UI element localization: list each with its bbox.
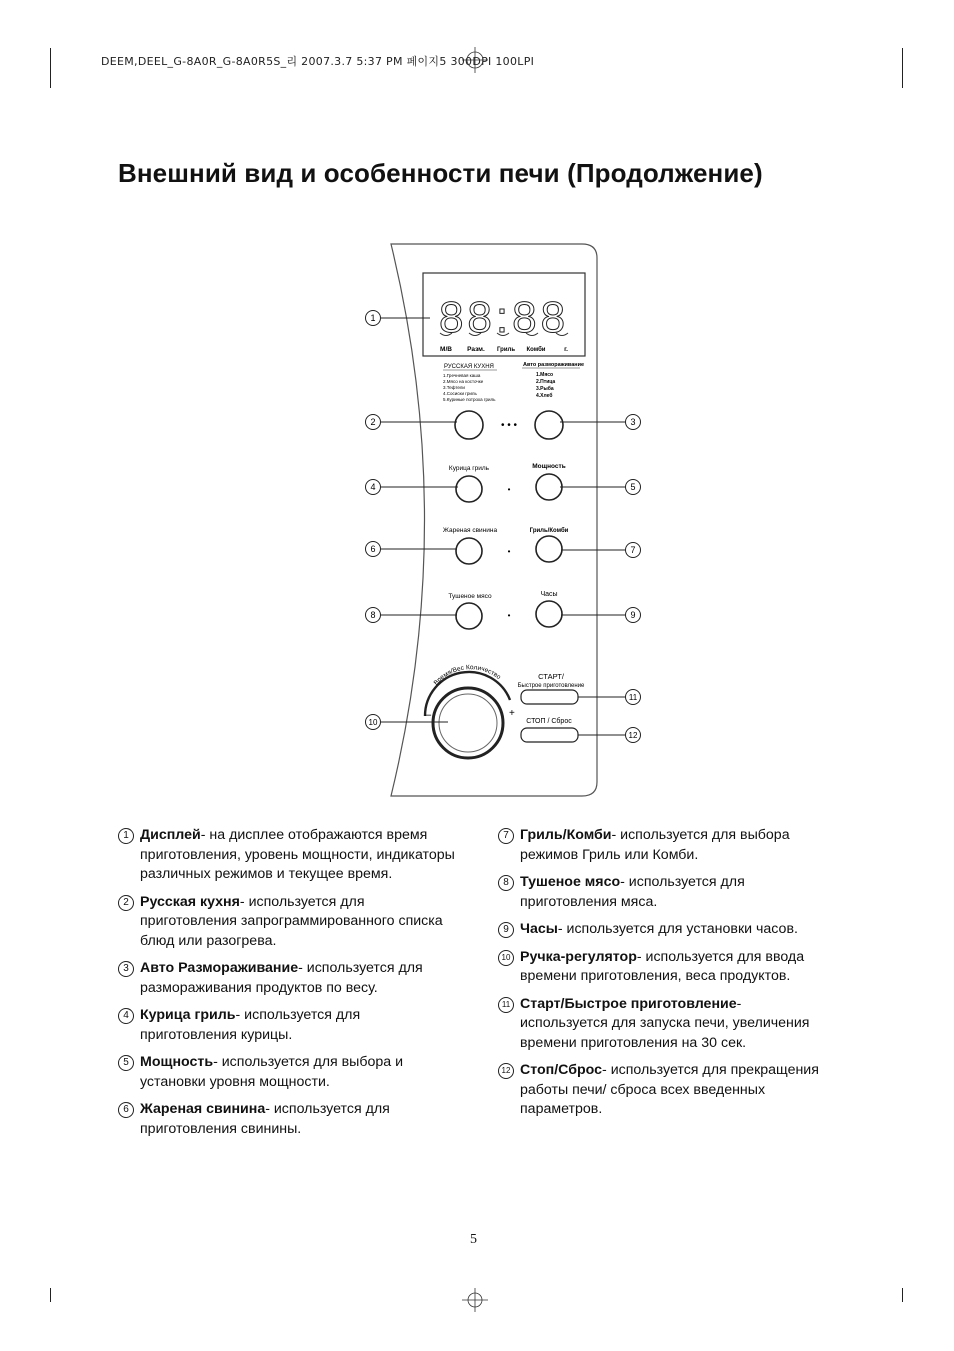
russian-menu-item: 3.Тефтели	[443, 385, 465, 390]
callout-12: 12	[628, 731, 638, 740]
callout-4: 4	[370, 482, 376, 492]
dots: • • •	[500, 420, 518, 431]
callout-5: 5	[630, 482, 636, 492]
description-item: 4 Курица гриль- используется для приготовления курицы.	[118, 1006, 458, 1045]
start-label-2: Быстрое приготовление	[517, 683, 585, 689]
knob-minus: –	[425, 709, 432, 721]
svg-text:•: •	[507, 547, 511, 556]
callout-8: 8	[370, 610, 376, 620]
description-column-right	[498, 826, 833, 1128]
callout-3: 3	[630, 417, 636, 427]
description-item: 2 Русская кухня- используется для приготовления запрограммированного списка блюд или разогрева.	[118, 893, 458, 952]
callout-1: 1	[370, 313, 376, 323]
auto-defrost-title: Авто размораживание	[523, 362, 585, 368]
stop-reset-button[interactable]	[521, 728, 578, 742]
description-item: 6 Жареная свинина- используется для приготовления свинины.	[118, 1100, 458, 1139]
clock-button[interactable]	[536, 601, 562, 627]
indicator-label: Комби	[526, 347, 546, 353]
power-label: Мощность	[532, 463, 566, 470]
roast-pork-button[interactable]	[456, 538, 482, 564]
stop-label: СТОП / Сброс	[526, 718, 572, 725]
page-number: 5	[470, 1232, 477, 1247]
callout-10: 10	[368, 718, 378, 727]
auto-defrost-button[interactable]	[535, 411, 563, 439]
description-item: 7 Гриль/Комби- используется для выбора режимов Гриль или Комби.	[498, 826, 833, 865]
callout-7: 7	[630, 545, 636, 555]
description-item: 8 Тушеное мясо- используется для приготовления мяса.	[498, 873, 833, 912]
svg-text:•: •	[507, 611, 511, 620]
chicken-grill-label: Курица гриль	[448, 465, 490, 472]
grill-combi-button[interactable]	[536, 536, 562, 562]
stew-label: Тушеное мясо	[448, 593, 492, 600]
callout-2: 2	[370, 417, 376, 427]
power-button[interactable]	[536, 474, 562, 500]
pork-label: Жареная свинина	[442, 527, 498, 534]
russian-menu-item: 2.Мясо на косточке	[443, 379, 484, 384]
auto-defrost-item: 3.Рыба	[536, 386, 554, 392]
auto-defrost-item: 1.Мясо	[536, 372, 554, 378]
callout-11: 11	[628, 693, 638, 702]
description-item: 10 Ручка-регулятор- используется для ввода времени приготовления, веса продуктов.	[498, 948, 833, 987]
svg-text:•: •	[507, 485, 511, 494]
description-item: 3 Авто Размораживание- используется для размораживания продуктов по весу.	[118, 959, 458, 998]
knob-plus: +	[509, 708, 515, 719]
auto-defrost-item: 4.Хлеб	[536, 393, 553, 399]
russian-menu-item: 5.Куриные потроха гриль	[443, 397, 496, 402]
russian-menu-item: 4.Сосиски гриль	[443, 391, 477, 396]
page-title: Внешний вид и особенности печи (Продолжение)	[118, 158, 763, 188]
description-item: 5 Мощность- используется для выбора и установки уровня мощности.	[118, 1053, 458, 1092]
callout-6: 6	[370, 544, 376, 554]
display-digits: 88:88	[438, 293, 570, 342]
callout-9: 9	[630, 610, 636, 620]
start-label: СТАРТ/	[538, 672, 564, 681]
start-button[interactable]	[521, 690, 578, 704]
clock-label: Часы	[540, 591, 558, 598]
description-item: 9 Часы- используется для установки часов.	[498, 920, 833, 940]
description-item: 11 Старт/Быстрое приготовление- используется для запуска печи, увеличения времени приготовления на 30 сек.	[498, 995, 833, 1054]
bottom-registration	[0, 1280, 954, 1320]
knob-label: Время/Вес Количество	[432, 664, 502, 687]
indicator-label: М/В	[440, 346, 452, 353]
stewed-meat-button[interactable]	[456, 603, 482, 629]
russian-cuisine-button[interactable]	[455, 411, 483, 439]
description-column-left	[118, 826, 458, 1147]
russian-menu-item: 1.Гречневая каша	[443, 373, 481, 378]
registration-mark	[462, 47, 488, 73]
grill-combi-label: Гриль/Комби	[529, 528, 569, 534]
indicator-label: г.	[564, 346, 568, 353]
indicator-label: Разм.	[467, 346, 485, 353]
description-item: 12 Стоп/Сброс- используется для прекращения работы печи/ сброса всех введенных параметров.	[498, 1061, 833, 1120]
auto-defrost-item: 2.Птица	[536, 379, 556, 385]
russian-menu-title: РУССКАЯ КУХНЯ	[444, 364, 494, 370]
description-item: 1 Дисплей- на дисплее отображаются время приготовления, уровень мощности, индикаторы различных режимов и текущее время.	[118, 826, 458, 885]
indicator-label: Гриль	[496, 347, 516, 353]
print-header: DEEM,DEEL_G-8A0R_G-8A0R5S_리 2007.3.7 5:37 PM 페이지5 300DPI 100LPI	[101, 55, 535, 68]
chicken-grill-button[interactable]	[456, 476, 482, 502]
